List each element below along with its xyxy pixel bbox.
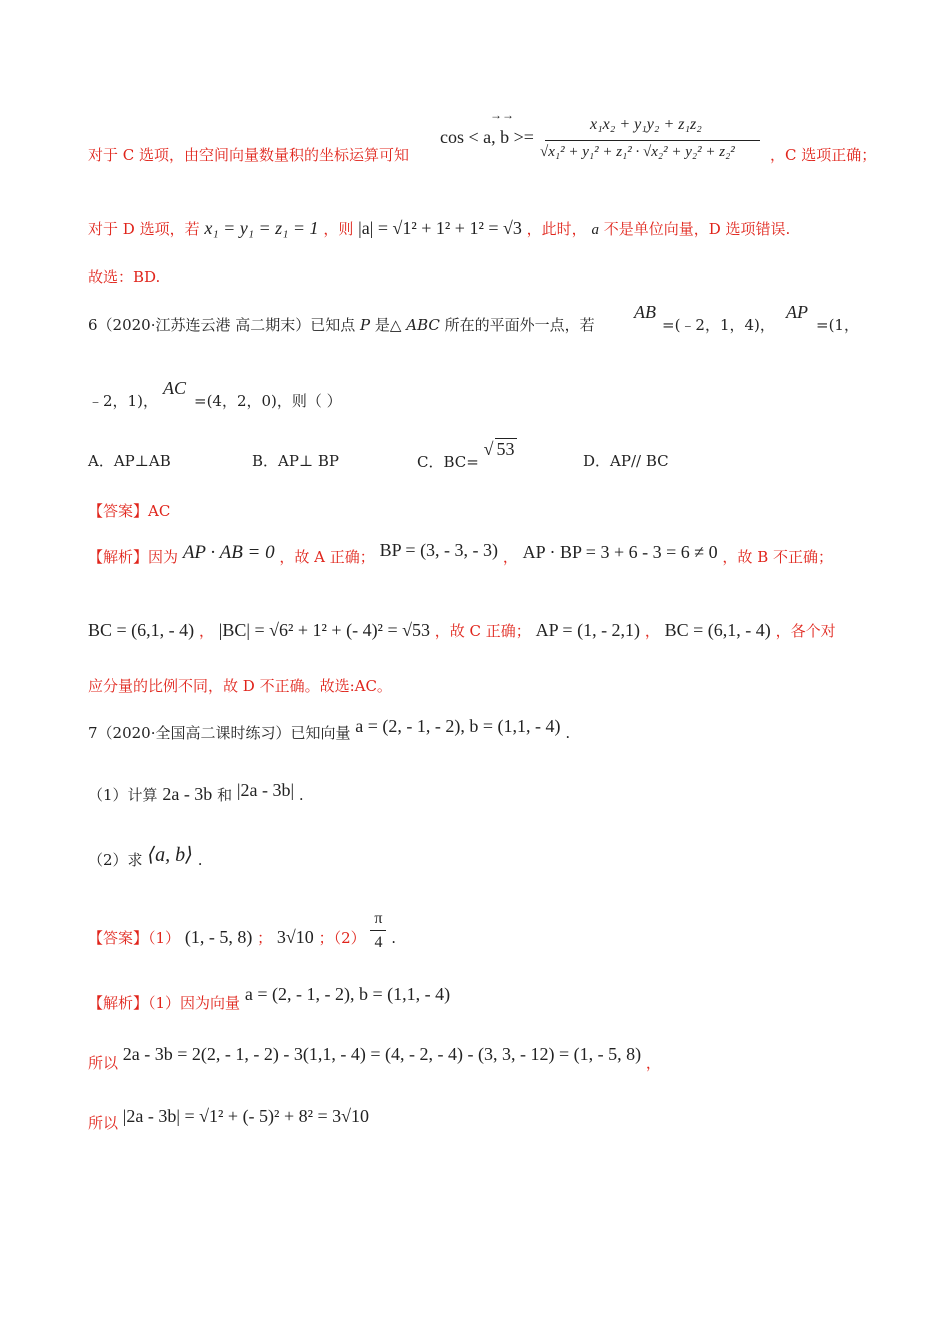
- option-c[interactable]: C．BC= √ 53: [417, 439, 515, 471]
- q7-analysis-1: [88, 984, 451, 1013]
- part1-end: .: [298, 786, 304, 804]
- vector-ab: AB: [634, 302, 656, 322]
- vector-arrows: →→: [490, 108, 514, 122]
- q7-vectors: a = (2, - 1, - 2), b = (1,1, - 4): [355, 716, 561, 736]
- option-c-label: C．BC=: [417, 453, 479, 471]
- fraction-bar: [545, 140, 760, 141]
- q7-period: .: [565, 724, 571, 742]
- ans-vector: (1, - 5, 8): [184, 927, 253, 947]
- angle-ab: ⟨a, b⟩: [147, 844, 193, 866]
- q7-answer: [88, 910, 397, 960]
- ap-value-1: =(1，: [816, 316, 859, 334]
- q7-an-vectors: a = (2, - 1, - 2), b = (1,1, - 4): [244, 984, 451, 1004]
- q7-an-text1: （1）因为向量: [148, 994, 241, 1012]
- ans-sep2: ；（2）: [318, 929, 366, 947]
- an-text-3: ，: [502, 548, 518, 566]
- abs-2a-3b: |2a - 3b|: [236, 780, 295, 800]
- pi-numerator: π: [370, 910, 386, 931]
- an-text-4: ，故 B 不正确；: [722, 548, 833, 566]
- point-p: P: [360, 316, 371, 334]
- ap-vector: AP = (1, - 2,1): [535, 620, 641, 640]
- ans-sep1: ；: [257, 929, 273, 947]
- ap-dot-bp: AP · BP = 3 + 6 - 3 = 6 ≠ 0: [522, 542, 718, 562]
- analysis-tag-7: 【解析】: [88, 994, 149, 1012]
- answer-tag: 【答案】: [88, 502, 149, 520]
- option-d-then: ，则: [323, 220, 354, 238]
- option-c-suffix: ，C 选项正确；: [770, 146, 877, 164]
- four-denominator: 4: [374, 934, 383, 951]
- cos-numerator: x₁x₂ + y₁y₂ + z₁z₂: [590, 116, 702, 133]
- ans-norm: 3√10: [276, 927, 314, 947]
- an-text-7: ，: [644, 622, 660, 640]
- q6-analysis-line2: [88, 620, 836, 641]
- ans-part1: （1）: [148, 929, 181, 947]
- an-text-1: 因为: [148, 548, 179, 566]
- option-d-suffix2: 不是单位向量，D 选项错误.: [603, 220, 791, 238]
- bp-vector: BP = (3, - 3, - 3): [379, 540, 499, 560]
- option-c-text: 对于 C 选项，由空间向量数量积的坐标运算可知: [88, 146, 410, 164]
- option-d-suffix1: ，此时，: [526, 220, 587, 238]
- vector-a: a: [591, 222, 599, 238]
- cosine-formula: [440, 108, 770, 178]
- option-d-condition: x₁ = y₁ = z₁ = 1: [204, 218, 319, 238]
- q6-analysis-line1: [88, 540, 833, 568]
- part2-end: .: [197, 851, 203, 869]
- so-label-2: 所以: [88, 1114, 119, 1132]
- answer-tag-7: 【答案】: [88, 929, 149, 947]
- option-d[interactable]: D．AP// BC: [583, 452, 669, 470]
- norm-bc: |BC| = √6² + 1² + (- 4)² = √53: [218, 620, 430, 640]
- vector-ap: AP: [786, 302, 808, 322]
- q7-analysis-3: [88, 1106, 370, 1133]
- calc-2a-3b: 2a - 3b = 2(2, - 1, - 2) - 3(1,1, - 4) = (4, - 2, - 4) - (3, 3, - 12) = (1, - 5, 8): [122, 1044, 642, 1064]
- cos-denominator: √x₁² + y₁² + z₁² · √x₂² + y₂² + z₂²: [540, 144, 735, 160]
- sqrt-53: 53: [496, 439, 515, 459]
- conclusion-text: 故选：BD.: [88, 268, 161, 286]
- q6-prefix: 6（2020·江苏连云港 高二期末）已知点: [88, 316, 356, 334]
- so1-end: ，: [645, 1054, 661, 1072]
- q6-mid2: 所在的平面外一点，若: [444, 316, 595, 334]
- part1-and: 和: [217, 786, 233, 804]
- option-d-analysis: [88, 218, 790, 239]
- q6-analysis-line3: 应分量的比例不同，故 D 不正确。故选:AC。: [88, 677, 392, 695]
- cos-expression: cos < a, b >=: [440, 127, 534, 147]
- option-c-conclusion: [770, 144, 876, 165]
- conclusion-bd: [88, 266, 160, 287]
- question-6-stem: [88, 314, 595, 335]
- q7-prefix: 7（2020·全国高二课时练习）已知向量: [88, 724, 351, 742]
- ac-value: =(4，2，0)，则（ ）: [194, 392, 342, 410]
- vector-ac: AC: [163, 378, 187, 398]
- an-text-5: ，: [198, 622, 214, 640]
- analysis-tag: 【解析】: [88, 548, 149, 566]
- option-a[interactable]: A．AP⊥AB: [88, 452, 171, 470]
- option-c-analysis: [88, 144, 409, 165]
- bc-vector-2: BC = (6,1, - 4): [664, 620, 771, 640]
- option-b[interactable]: B．AP⊥ BP: [252, 452, 339, 470]
- q6-mid: 是△: [374, 316, 402, 334]
- bc-vector: BC = (6,1, - 4): [88, 620, 195, 640]
- ap-dot-ab: AP · AB = 0: [182, 542, 275, 563]
- an-text-8: ，各个对: [775, 622, 836, 640]
- triangle-abc: ABC: [406, 316, 440, 334]
- q7-analysis-2: [88, 1044, 661, 1073]
- ap-value-2: ﹣2，1)，: [88, 392, 158, 410]
- an-text-2: ，故 A 正确；: [279, 548, 375, 566]
- norm-a-formula: |a| = √1² + 1² + 1² = √3: [358, 218, 522, 238]
- question-7-stem: [88, 716, 571, 743]
- part1-label: （1）计算: [88, 786, 158, 804]
- option-d-text: 对于 D 选项，若: [88, 220, 200, 238]
- ans-end: .: [391, 929, 397, 947]
- ab-value: =(﹣2，1，4)，: [662, 316, 775, 334]
- calc-norm: |2a - 3b| = √1² + (- 5)² + 8² = 3√10: [122, 1106, 370, 1126]
- an-text-6: ，故 C 正确；: [434, 622, 531, 640]
- so-label-1: 所以: [88, 1054, 119, 1072]
- q7-part1: [88, 780, 304, 805]
- expr-2a-3b: 2a - 3b: [162, 784, 213, 804]
- answer-value: AC: [148, 502, 171, 520]
- q6-answer: [88, 500, 170, 521]
- part2-label: （2）求: [88, 851, 143, 869]
- pi-over-4: [370, 910, 386, 952]
- q7-part2: [88, 846, 203, 871]
